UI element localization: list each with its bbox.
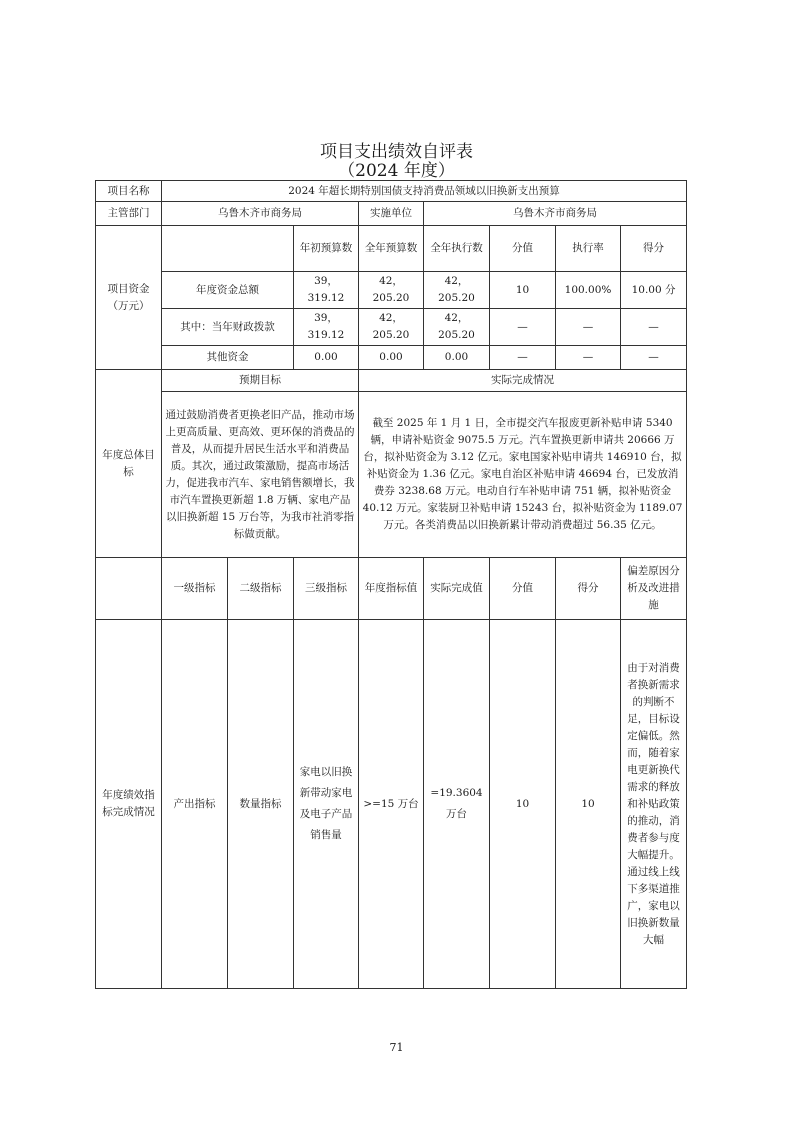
- funds-cell: 100.00%: [556, 272, 621, 309]
- funds-row-label: 其中：当年财政拨款: [162, 309, 294, 346]
- indicator-header: 偏差原因分析及改进措施: [621, 558, 687, 620]
- deviation-analysis: 由于对消费者换新需求的判断不足，目标设定偏低。然而，随着家电更新换代需求的释放和补贴政策的推动，消费者参与度大幅提升。通过线上线下多渠道推广，家电以旧换新数量大幅: [621, 620, 687, 989]
- project-name: 2024 年超长期特别国债支持消费品领域以旧换新支出预算: [162, 181, 687, 202]
- level1-indicator: 产出指标: [162, 620, 228, 989]
- dept-label: 主管部门: [96, 202, 162, 226]
- funds-header: 全年执行数: [424, 226, 490, 272]
- project-name-row: [96, 181, 687, 202]
- funds-cell: 39，319.12: [294, 309, 359, 346]
- funds-cell: 0.00: [294, 346, 359, 370]
- score: 10: [556, 620, 621, 989]
- page-number: 71: [389, 1041, 404, 1054]
- indicator-row: [96, 620, 687, 989]
- actual-value: =19.3604 万台: [424, 620, 490, 989]
- indicator-header: 年度指标值: [359, 558, 424, 620]
- goals-content-row: [96, 392, 687, 558]
- impl-label: 实施单位: [359, 202, 424, 226]
- indicator-header: 三级指标: [294, 558, 359, 620]
- actual-completion-header: 实际完成情况: [359, 370, 687, 392]
- indicator-header-row: [96, 558, 687, 620]
- funds-cell: —: [556, 309, 621, 346]
- impl-value: 乌鲁木齐市商务局: [424, 202, 687, 226]
- funds-cell: 10: [490, 272, 556, 309]
- expected-goal-header: 预期目标: [162, 370, 359, 392]
- funds-row-fiscal: [96, 309, 687, 346]
- indicator-header: 二级指标: [228, 558, 294, 620]
- dept-value: 乌鲁木齐市商务局: [162, 202, 359, 226]
- funds-label: 项目资金（万元）: [96, 226, 162, 370]
- level2-indicator: 数量指标: [228, 620, 294, 989]
- funds-row-label: 年度资金总额: [162, 272, 294, 309]
- indicator-header: 实际完成值: [424, 558, 490, 620]
- funds-cell: —: [490, 346, 556, 370]
- goals-header-row: [96, 370, 687, 392]
- indicator-header: 分值: [490, 558, 556, 620]
- funds-row-total: [96, 272, 687, 309]
- funds-cell: —: [490, 309, 556, 346]
- expected-goal-text: 通过鼓励消费者更换老旧产品，推动市场上更高质量、更高效、更环保的消费品的普及，从而提升居民生活水平和消费品质。其次，通过政策激励，提高市场活力，促进我市汽车、家电销售额增长，我市汽车置换更新超 1.8 万辆、家电产品以旧换新超 15 万台等，为我市社消零指标做贡献。: [162, 392, 359, 558]
- funds-cell: 0.00: [424, 346, 490, 370]
- target-value: >=15 万台: [359, 620, 424, 989]
- page-subtitle: （2024 年度）: [338, 161, 455, 181]
- funds-header: 年初预算数: [294, 226, 359, 272]
- funds-cell: —: [621, 309, 687, 346]
- indicator-header: 一级指标: [162, 558, 228, 620]
- funds-cell: 42，205.20: [359, 309, 424, 346]
- funds-header: 分值: [490, 226, 556, 272]
- funds-header: 得分: [621, 226, 687, 272]
- funds-cell: —: [556, 346, 621, 370]
- funds-cell: 42，205.20: [424, 272, 490, 309]
- funds-cell: —: [621, 346, 687, 370]
- funds-header-row: [96, 226, 687, 272]
- indicator-header: 得分: [556, 558, 621, 620]
- goals-label: 年度总体目标: [96, 370, 162, 558]
- funds-header: 全年预算数: [359, 226, 424, 272]
- project-name-label: 项目名称: [96, 181, 162, 202]
- indicators-label: 年度绩效指标完成情况: [96, 620, 162, 989]
- funds-row-label: 其他资金: [162, 346, 294, 370]
- funds-cell: 10.00 分: [621, 272, 687, 309]
- performance-table: [95, 180, 687, 989]
- funds-cell: 42，205.20: [359, 272, 424, 309]
- funds-cell: 0.00: [359, 346, 424, 370]
- page-title: 项目支出绩效自评表: [320, 142, 473, 162]
- funds-header-blank: [162, 226, 294, 272]
- department-row: [96, 202, 687, 226]
- indicator-header-blank: [96, 558, 162, 620]
- actual-completion-text: 截至 2025 年 1 月 1 日，全市提交汽车报废更新补贴申请 5340 辆，申请补贴资金 9075.5 万元。汽车置换更新申请共 20666 万台，拟补贴资金为 3.12 亿元。家电国家补贴申请共 146910 台，拟补贴资金为 1.36 亿元。家电自治区补贴申请 46694 台，已发放消费券 3238.68 万元。电动自行车补贴申请 751 辆，拟补贴资金 40.12 万元。家装厨卫补贴申请 15243 台，拟补贴资金为 1189.07 万元。各类消费品以旧换新累计带动消费超过 56.35 亿元。: [359, 392, 687, 558]
- funds-cell: 39，319.12: [294, 272, 359, 309]
- funds-cell: 42，205.20: [424, 309, 490, 346]
- score-value: 10: [490, 620, 556, 989]
- funds-header: 执行率: [556, 226, 621, 272]
- funds-row-other: [96, 346, 687, 370]
- level3-indicator: 家电以旧换新带动家电及电子产品销售量: [294, 620, 359, 989]
